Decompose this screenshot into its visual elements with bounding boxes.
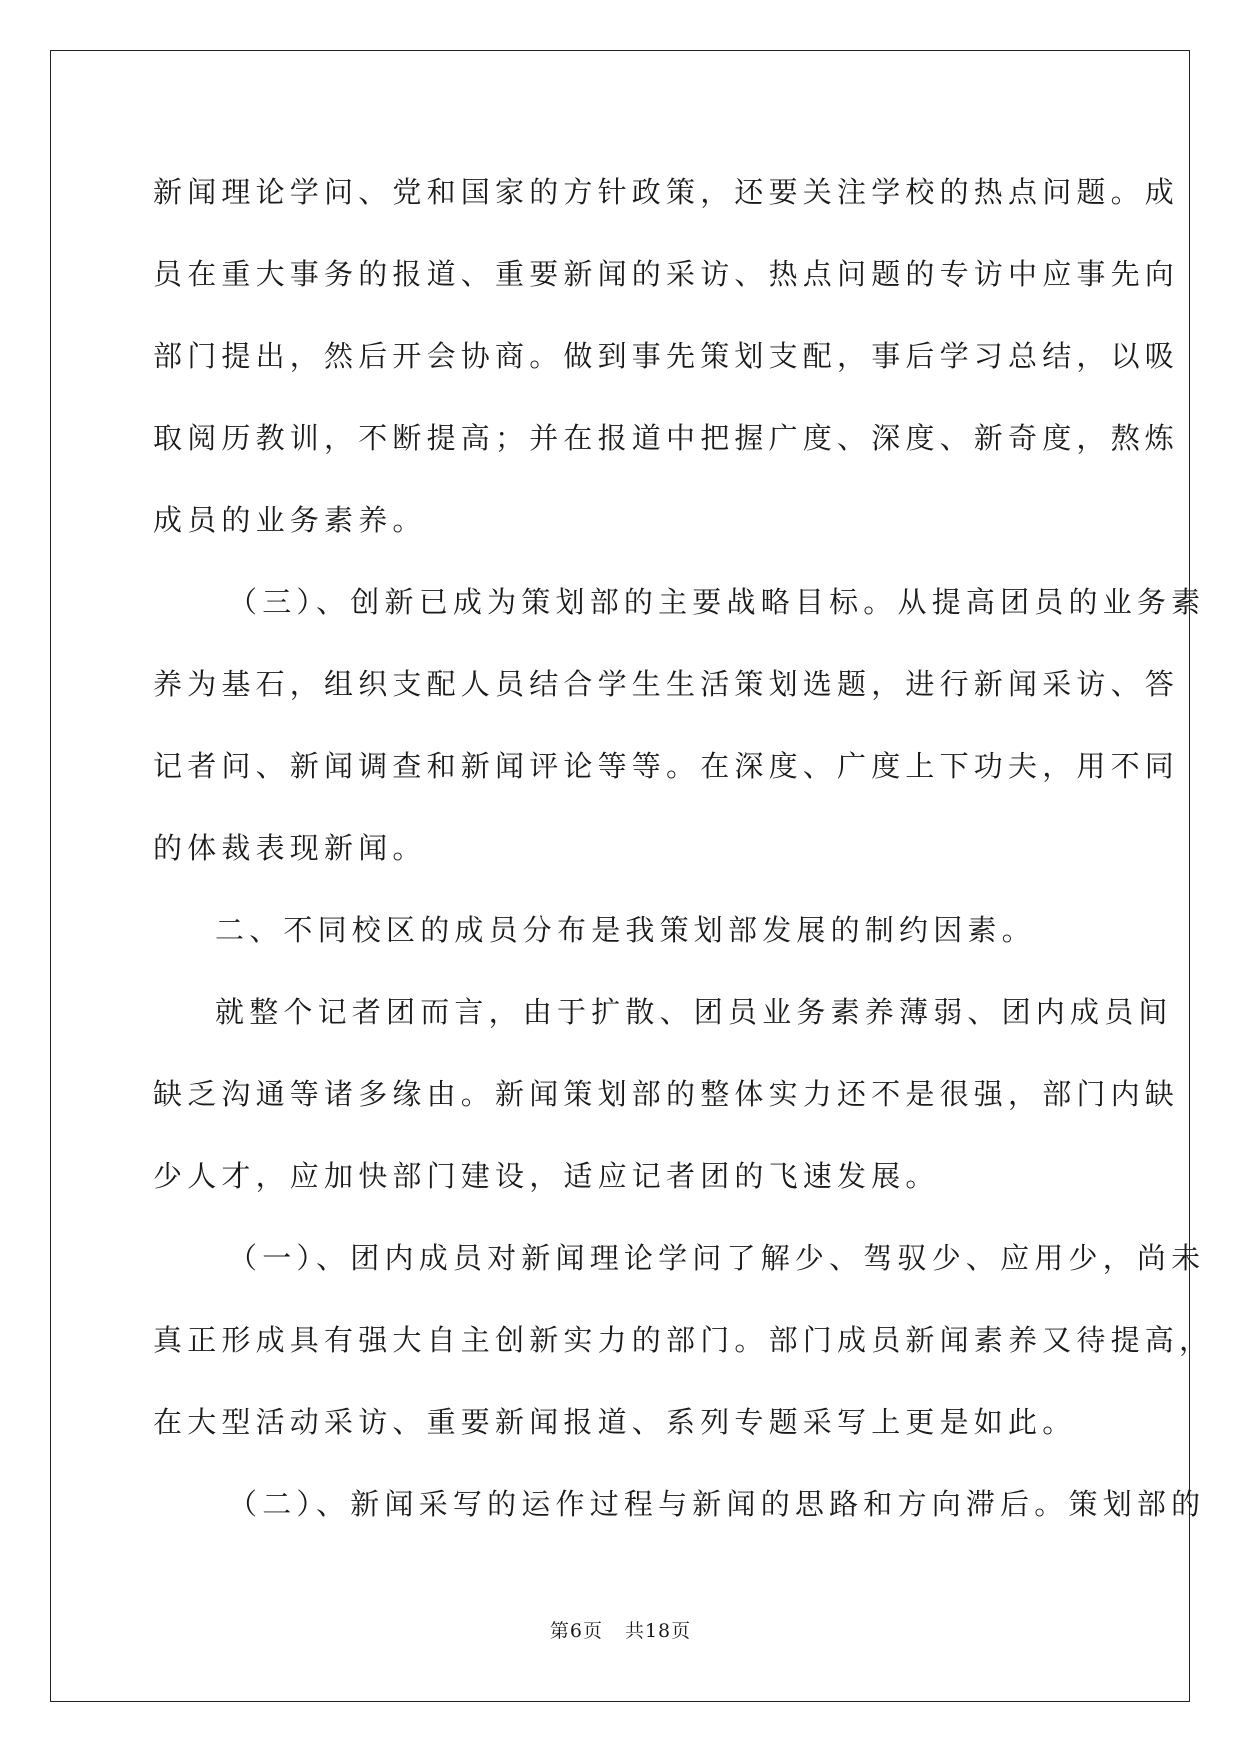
text-line: 成员的业务素养。 — [153, 503, 427, 537]
paragraph-first-line: 就整个记者团而言，由于扩散、团员业务素养薄弱、团内成员间 — [215, 995, 1173, 1029]
text-line: 员在重大事务的报道、重要新闻的采访、热点问题的专访中应事先向 — [153, 257, 1180, 291]
text-line: 取阅历教训，不断提高；并在报道中把握广度、深度、新奇度，熬炼 — [153, 421, 1180, 455]
document-body — [153, 151, 1214, 1545]
page-total: 共18页 — [624, 1620, 692, 1642]
page-footer — [0, 1616, 1241, 1643]
text-line: 记者问、新闻调查和新闻评论等等。在深度、广度上下功夫，用不同 — [153, 749, 1180, 783]
paragraph-first-line: （二）、新闻采写的运作过程与新闻的思路和方向滞后。策划部的 — [228, 1487, 1206, 1521]
text-line: 缺乏沟通等诸多缘由。新闻策划部的整体实力还不是很强，部门内缺 — [153, 1077, 1180, 1111]
section-heading: 二、不同校区的成员分布是我策划部发展的制约因素。 — [215, 913, 1036, 947]
text-line: 部门提出，然后开会协商。做到事先策划支配，事后学习总结，以吸 — [153, 339, 1180, 373]
text-line: 在大型活动采访、重要新闻报道、系列专题采写上更是如此。 — [153, 1405, 1077, 1439]
text-line: 养为基石，组织支配人员结合学生生活策划选题，进行新闻采访、答 — [153, 667, 1180, 701]
paragraph-first-line: （三）、创新已成为策划部的主要战略目标。从提高团员的业务素 — [228, 585, 1206, 619]
page-number: 第6页 — [549, 1620, 603, 1642]
paragraph-first-line: （一）、团内成员对新闻理论学问了解少、驾驭少、应用少，尚未 — [228, 1241, 1206, 1275]
text-line: 少人才，应加快部门建设，适应记者团的飞速发展。 — [153, 1159, 940, 1193]
text-line: 真正形成具有强大自主创新实力的部门。部门成员新闻素养又待提高， — [153, 1323, 1214, 1357]
text-line: 的体裁表现新闻。 — [153, 831, 427, 865]
text-line: 新闻理论学问、党和国家的方针政策，还要关注学校的热点问题。成 — [153, 175, 1180, 209]
